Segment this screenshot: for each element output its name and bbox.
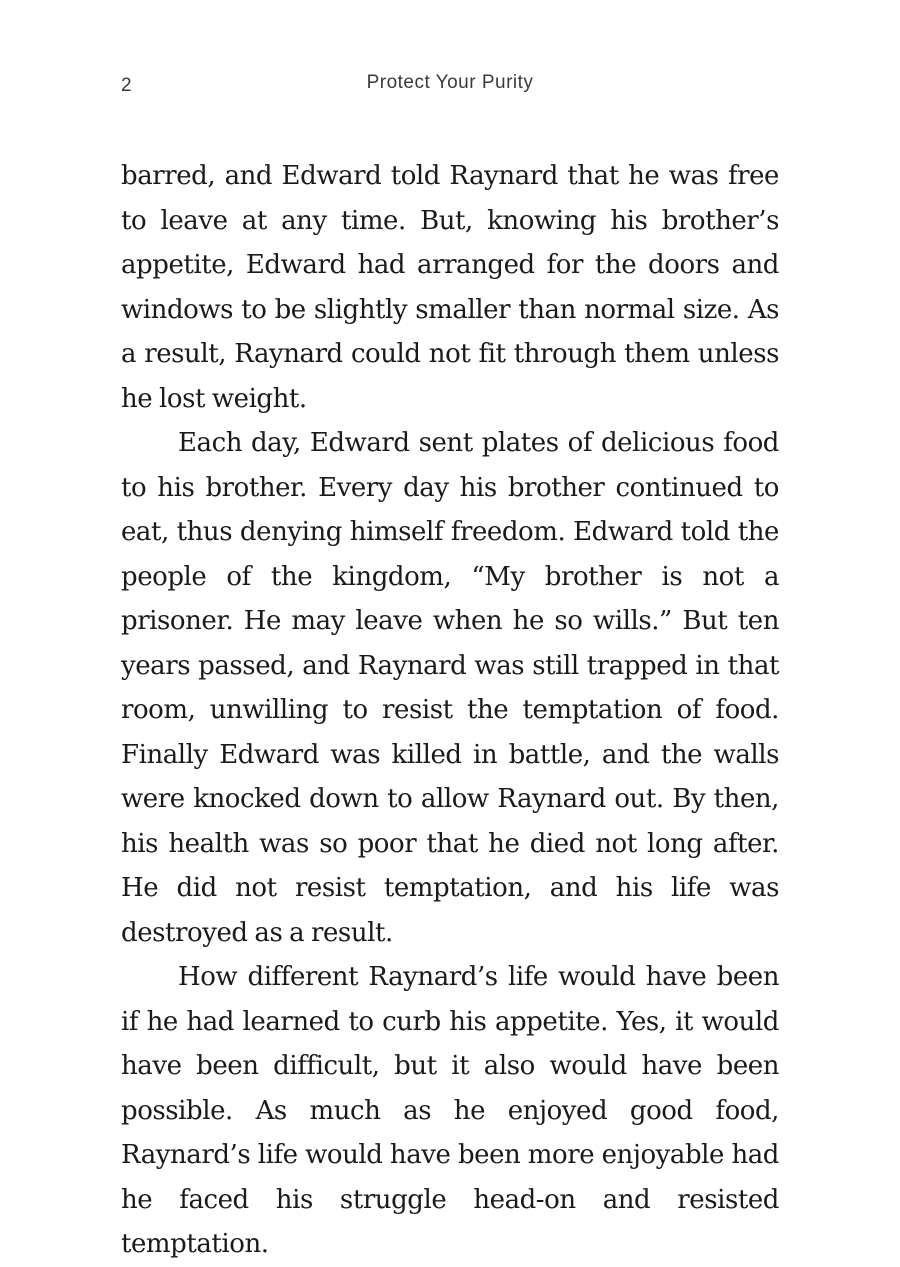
page-number: 2 (121, 75, 133, 96)
paragraph-continuation: barred, and Edward told Raynard that he was free to leave at any time. But, knowing his brother’s appetite, Edward had arranged for the doors and windows to be slightly smaller than normal size. As a result, Raynard could not fit through them unless he lost weight. (121, 161, 779, 414)
paragraph-how-different: How different Raynard’s life would have been if he had learned to curb his appetite. Yes, it would have been difficult, but it also would have been possible. As much as he enjoyed good food, Raynard’s life would have been more enjoyable had he faced his struggle head-on and resisted temptation. (121, 962, 779, 1259)
body-text (121, 154, 779, 1267)
running-title: Protect Your Purity (366, 72, 534, 93)
running-head (0, 72, 900, 102)
paragraph-each-day: Each day, Edward sent plates of delicious food to his brother. Every day his brother continued to eat, thus denying himself freedom. Edward told the people of the kingdom, “My brother is not a prisoner. He may leave when he so wills.” But ten years passed, and Raynard was still trapped in that room, unwilling to resist the temptation of food. Finally Edward was killed in battle, and the walls were knocked down to allow Raynard out. By then, his health was so poor that he died not long after. He did not resist temptation, and his life was destroyed as a result. (121, 428, 779, 948)
